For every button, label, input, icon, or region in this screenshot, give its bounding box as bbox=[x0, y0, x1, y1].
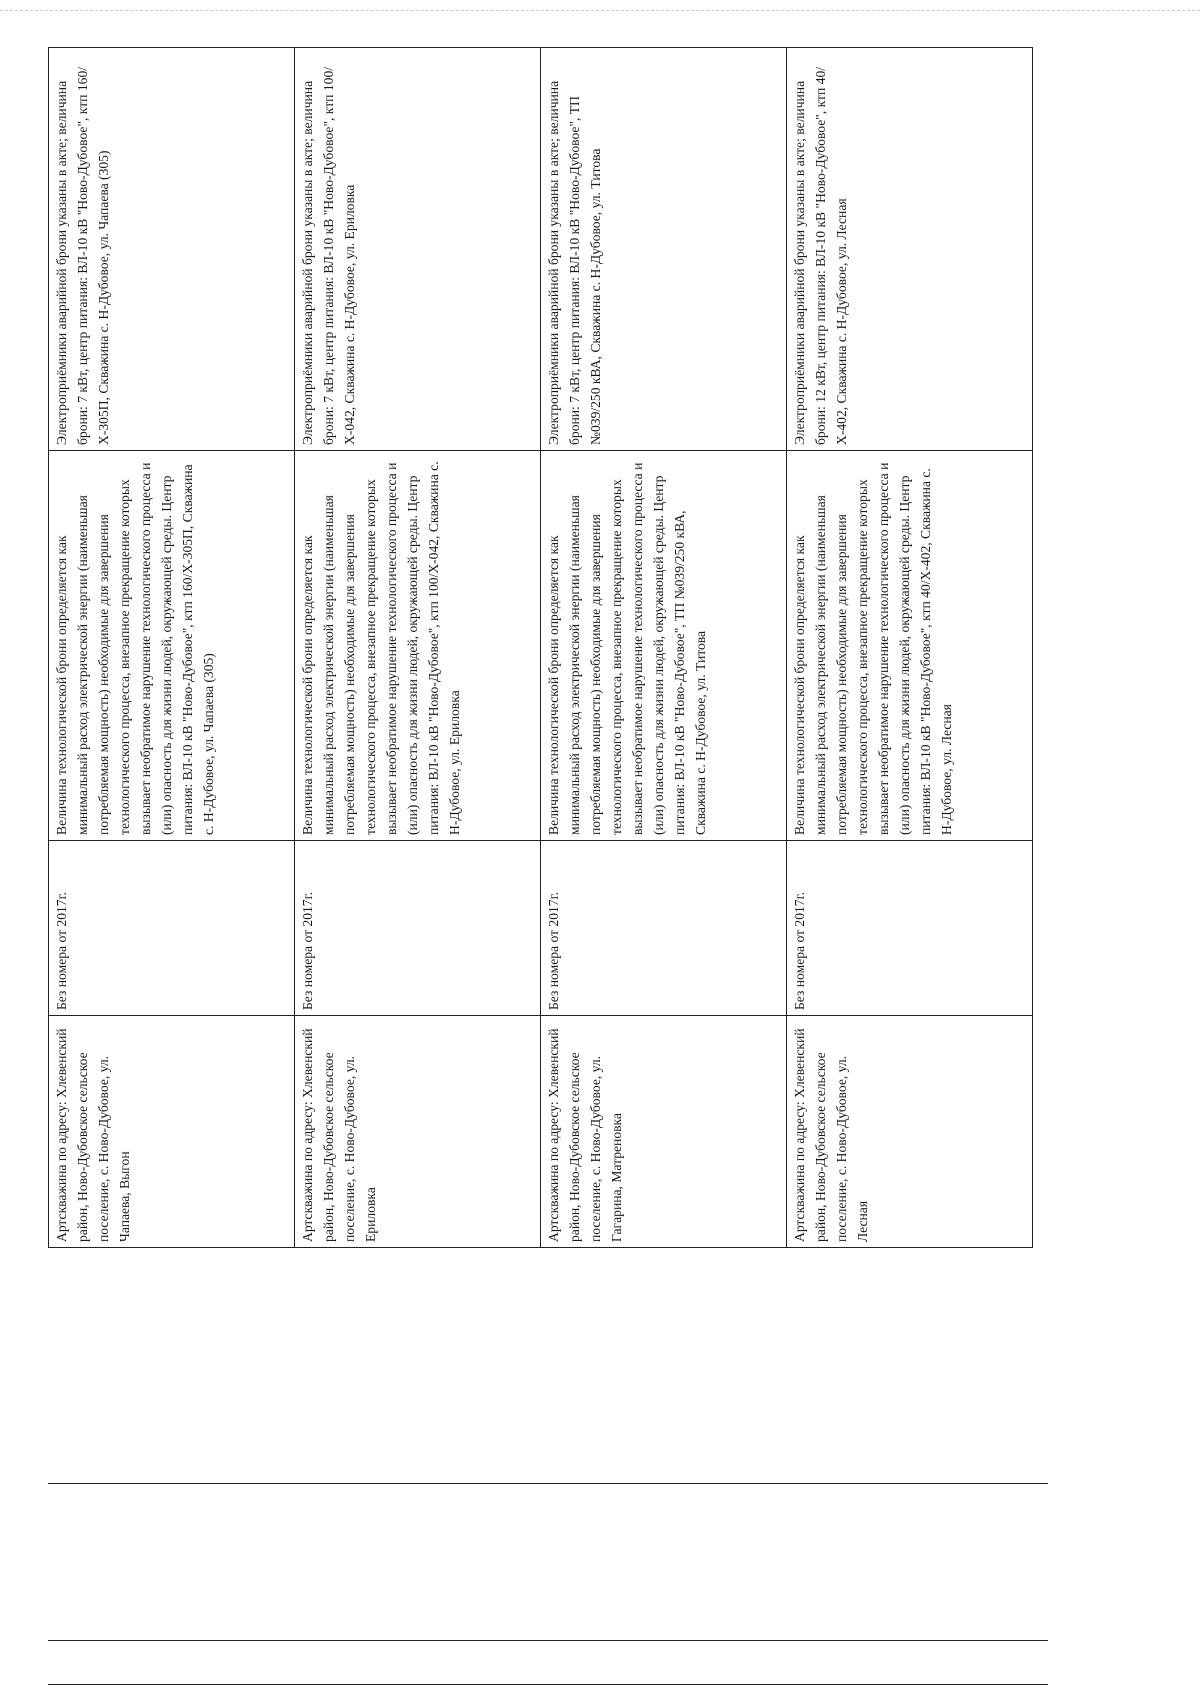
table-row bbox=[295, 48, 541, 1248]
tech-reserve-cell: Величина технологической брони определяется как минимальный расход электрической энергии (наименьшая потребляемая мощность) необходимые для завершения технологического процесса, внезапное прекращение которых вызывает необратимое нарушение технологического процесса и (или) опасность для жизни людей, окружающей среды. Центр питания: ВЛ-10 кВ "Ново-Дубовое", ТП №039/250 кВА, Скважина с. Н-Дубовое, ул. Титова bbox=[541, 451, 787, 841]
document-cell: Без номера от 2017г. bbox=[541, 841, 787, 1016]
emergency-reserve-cell: Электроприёмники аварийной брони указаны в акте; величина брони: 12 кВт, центр питания: ВЛ-10 кВ "Ново-Дубовое", ктп 40/Х-402, Скважина с. Н-Дубовое, ул. Лесная bbox=[787, 48, 1033, 451]
signature-line-3 bbox=[48, 1684, 1048, 1685]
rotated-table-container bbox=[48, 48, 1033, 1248]
address-cell: Артскважина по адресу: Хлевенский район, Ново-Дубовское сельское поселение, с. Ново-Дубовое, ул. Лесная bbox=[787, 1016, 1033, 1248]
emergency-reserve-cell: Электроприёмники аварийной брони указаны в акте; величина брони: 7 кВт, центр питания: ВЛ-10 кВ "Ново-Дубовое", ктп 100/Х-042, Скважина с. Н-Дубовое, ул. Ериловка bbox=[295, 48, 541, 451]
table-row bbox=[787, 48, 1033, 1248]
address-cell: Артскважина по адресу: Хлевенский район, Ново-Дубовское сельское поселение, с. Ново-Дубовое, ул. Чапаева, Выгон bbox=[49, 1016, 295, 1248]
tech-reserve-cell: Величина технологической брони определяется как минимальный расход электрической энергии (наименьшая потребляемая мощность) необходимые для завершения технологического процесса, внезапное прекращение которых вызывает необратимое нарушение технологического процесса и (или) опасность для жизни людей, окружающей среды. Центр питания: ВЛ-10 кВ "Ново-Дубовое", ктп 160/Х-305П, Скважина с. Н-Дубовое, ул. Чапаева (305) bbox=[49, 451, 295, 841]
tech-reserve-cell: Величина технологической брони определяется как минимальный расход электрической энергии (наименьшая потребляемая мощность) необходимые для завершения технологического процесса, внезапное прекращение которых вызывает необратимое нарушение технологического процесса и (или) опасность для жизни людей, окружающей среды. Центр питания: ВЛ-10 кВ "Ново-Дубовое", ктп 40/Х-402, Скважина с. Н-Дубовое, ул. Лесная bbox=[787, 451, 1033, 841]
signature-line-1 bbox=[48, 1483, 1048, 1484]
table-row bbox=[49, 48, 295, 1248]
emergency-reserve-cell: Электроприёмники аварийной брони указаны в акте; величина брони: 7 кВт, центр питания: ВЛ-10 кВ "Ново-Дубовое", ктп 160/Х-305П, Скважина с. Н-Дубовое, ул. Чапаева (305) bbox=[49, 48, 295, 451]
signature-line-2 bbox=[48, 1640, 1048, 1641]
table-row bbox=[541, 48, 787, 1248]
document-cell: Без номера от 2017г. bbox=[295, 841, 541, 1016]
document-cell: Без номера от 2017г. bbox=[787, 841, 1033, 1016]
tech-reserve-cell: Величина технологической брони определяется как минимальный расход электрической энергии (наименьшая потребляемая мощность) необходимые для завершения технологического процесса, внезапное прекращение которых вызывает необратимое нарушение технологического процесса и (или) опасность для жизни людей, окружающей среды. Центр питания: ВЛ-10 кВ "Ново-Дубовое", ктп 100/Х-042, Скважина с. Н-Дубовое, ул. Ериловка bbox=[295, 451, 541, 841]
emergency-reserve-cell: Электроприёмники аварийной брони указаны в акте; величина брони: 7 кВт, центр питания: ВЛ-10 кВ "Ново-Дубовое", ТП №039/250 кВА, Скважина с. Н-Дубовое, ул. Титова bbox=[541, 48, 787, 451]
document-cell: Без номера от 2017г. bbox=[49, 841, 295, 1016]
reserve-table bbox=[48, 47, 1033, 1248]
address-cell: Артскважина по адресу: Хлевенский район, Ново-Дубовское сельское поселение, с. Ново-Дубовое, ул. Ериловка bbox=[295, 1016, 541, 1248]
scan-top-edge bbox=[0, 10, 1200, 11]
address-cell: Артскважина по адресу: Хлевенский район, Ново-Дубовское сельское поселение, с. Ново-Дубовое, ул. Гагарина, Матреновка bbox=[541, 1016, 787, 1248]
